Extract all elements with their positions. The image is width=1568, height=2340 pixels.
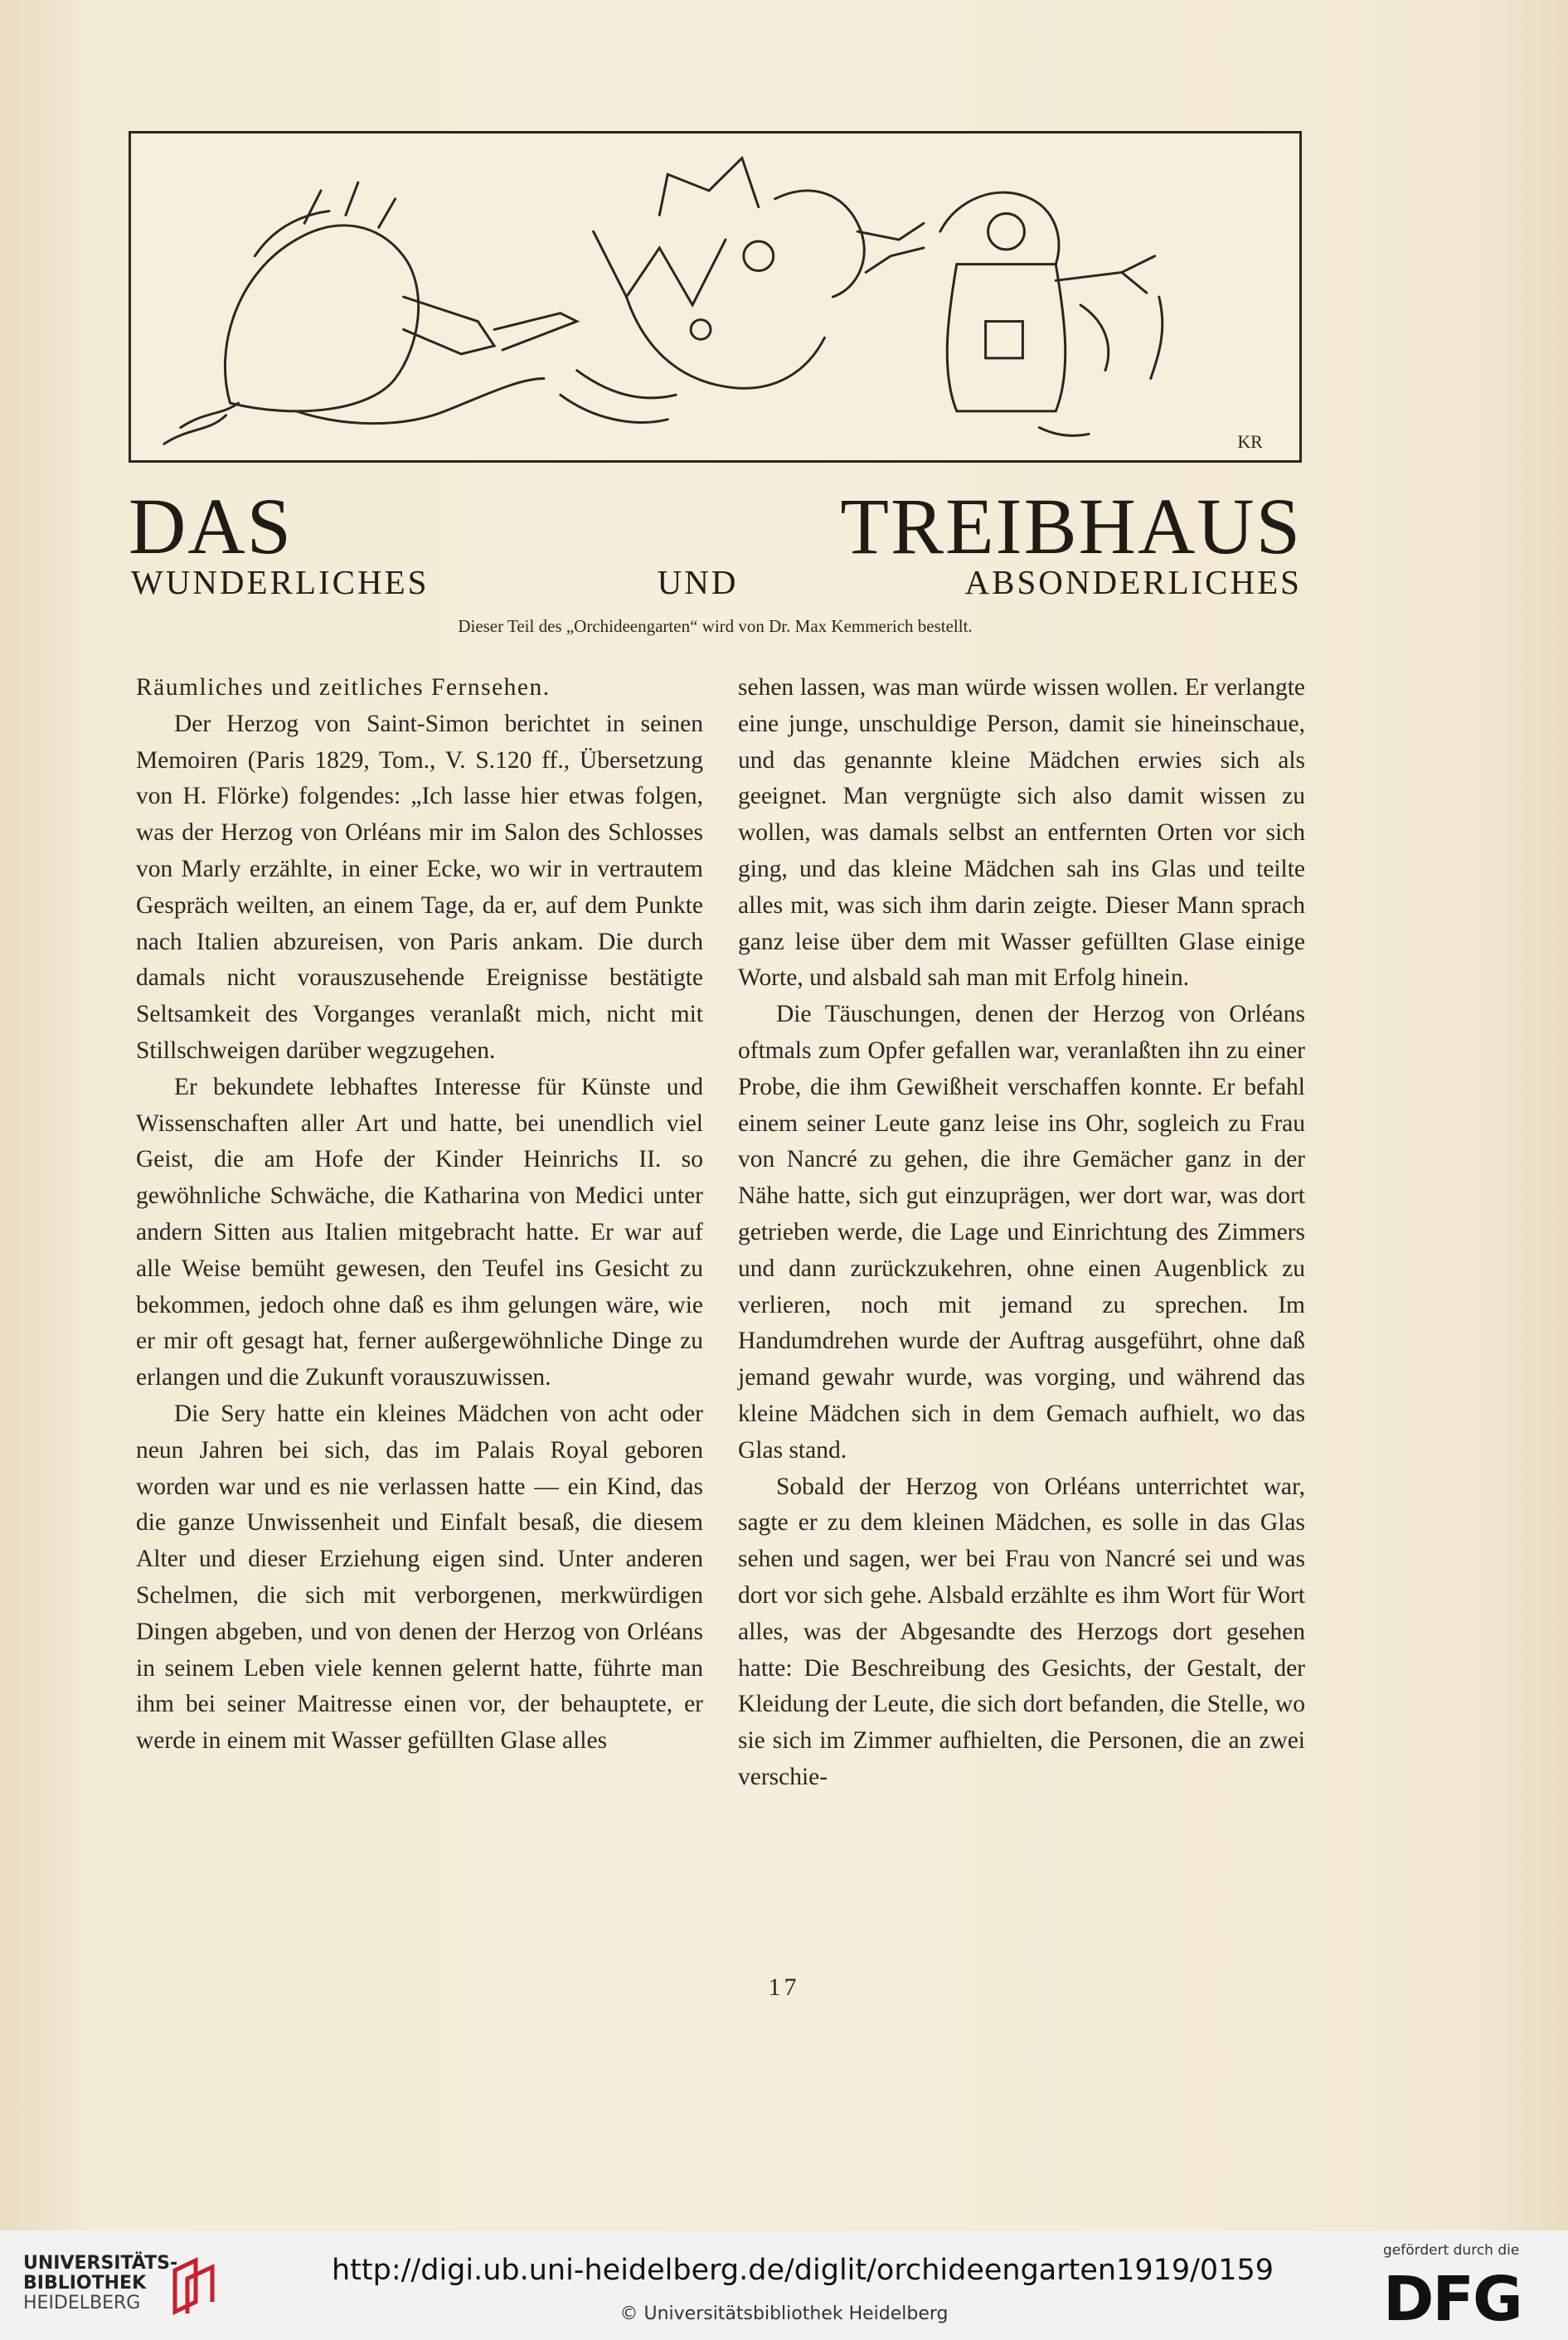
illustration-monogram: KR bbox=[1237, 432, 1263, 453]
page-number: 17 bbox=[768, 1973, 800, 2001]
dfg-logo: DFG bbox=[1383, 2264, 1522, 2335]
copyright-notice: © Universitätsbibliothek Heidelberg bbox=[619, 2304, 949, 2324]
dfg-funding[interactable] bbox=[1383, 2242, 1557, 2333]
grotesque-drawing bbox=[131, 134, 1299, 460]
header-illustration bbox=[129, 131, 1302, 463]
library-line-2: BIBLIOTHEK bbox=[23, 2273, 147, 2294]
paragraph: Sobald der Herzog von Orléans unterrichtet war, sagte er zu dem kleinen Mädchen, es solle in das Glas sehen und sagen, wer bei Frau von Nancré sei und was dort vor sich gehe. Alsbald erzählte es ihm Wort für Wort alles, was der Abgesandte des Herzogs dort gesehen hatte: Die Beschreibung des Gesichts, der Gestalt, der Kleidung der Leute, die sich dort befanden, die Stelle, wo sie sich im Zimmer aufhielten, die Personen, die an zwei verschie- bbox=[738, 1473, 1305, 1790]
funding-caption: gefördert durch die bbox=[1383, 2242, 1520, 2259]
paragraph: Der Herzog von Saint-Simon berichtet in seinen Memoiren (Paris 1829, Tom., V. S.120 ff., Übersetzung von H. Flörke) folgendes: „Ich lasse hier etwas folgen, was der Herzog von Orléans mir im Salon des Schlosses von Marly erzählte, in einer Ecke, wo wir in vertrautem Gespräch weilten, an einem Tage, da er, auf dem Punkte nach Italien abzureisen, von Paris ankam. Die durch damals nicht vorauszusehende Ereignisse bestätigte Seltsamkeit des Vorganges veranlaßt mich, nicht mit Stillschweigen darüber wegzugehen. bbox=[136, 710, 703, 1064]
library-line-1: UNIVERSITÄTS- bbox=[23, 2253, 178, 2274]
permalink-url[interactable]: http://digi.ub.uni-heidelberg.de/diglit/orchideengarten1919/0159 bbox=[332, 2254, 1274, 2287]
paragraph: Die Täuschungen, denen der Herzog von Orléans oftmals zum Opfer gefallen war, veranlaßten ihn zu einer Probe, die ihm Gewißheit verschaffen konnte. Er befahl einem seiner Leute ganz leise ins Ohr, sogleich zu Frau von Nancré zu gehen, die ihre Gemächer ganz in der Nähe hatte, sich gut einzuprägen, wer dort war, was dort getrieben werde, die Lage und Einrichtung des Zimmers und dann zurückzukehren, ohne einen Augenblick zu verlieren, noch mit jemand zu sprechen. Im Handumdrehen wurde der Auftrag ausgeführt, ohne daß jemand gewahr wurde, was vorging, und während das kleine Mädchen sich in dem Gemach aufhielt, wo das Glas stand. bbox=[738, 1001, 1305, 1464]
article-heading: Räumliches und zeitliches Fernsehen. bbox=[136, 674, 551, 701]
editor-note: Dieser Teil des „Orchideengarten“ wird von Dr. Max Kemmerich bestellt. bbox=[458, 616, 973, 636]
paragraph: Er bekundete lebhaftes Interesse für Künste und Wissenschaften aller Art und hatte, bei unendlich viel Geist, die am Hofe der Kinder Heinrichs II. so gewöhnliche Schwäche, die Katharina von Medici unter andern Sitten aus Italien mitgebracht hatte. Er war auf alle Weise bemüht gewesen, den Teufel ins Gesicht zu bekommen, jedoch ohne daß es ihm gelungen wäre, wie er mir oft gesagt hat, ferner außergewöhnliche Dinge zu erlangen und die Zukunft vorauszuwissen. bbox=[136, 1073, 703, 1391]
section-subtitle: WUNDERLICHES UND ABSONDERLICHES bbox=[131, 563, 1302, 601]
paragraph: sehen lassen, was man würde wissen wollen. Er verlangte eine junge, unschuldige Person, damit sie hineinschaue, und das genannte kleine Mädchen erwies sich als geeignet. Man vergnügte sich also damit wissen zu wollen, was damals selbst an entfernten Orten vor sich ging, und das kleine Mädchen sah ins Glas und teilte alles mit, was sich ihm darin zeigte. Dieser Mann sprach ganz leise über dem mit Wasser gefüllten Glase einige Worte, und alsbald sah man mit Erfolg hinein. bbox=[738, 674, 1305, 992]
library-line-3: HEIDELBERG bbox=[23, 2293, 141, 2313]
paragraph: Die Sery hatte ein kleines Mädchen von acht oder neun Jahren bei sich, das im Palais Royal geboren worden war und es nie verlassen hatte — ein Kind, das die ganze Unwissenheit und Einfalt besaß, die diesem Alter und dieser Erziehung eigen sind. Unter anderen Schelmen, die sich mit verborgenen, merkwürdigen Dingen abgeben, und von denen der Herzog von Orléans in seinem Leben viele kennen gelernt hatte, führte man ihm bei seiner Maitresse einen vor, der behauptete, er werde in einem mit Wasser gefüllten Glase alles bbox=[136, 1400, 703, 1755]
right-text-column bbox=[738, 670, 1305, 1796]
page-title: DAS TREIBHAUS bbox=[129, 482, 1302, 570]
digitization-footer bbox=[0, 2231, 1568, 2340]
left-text-column bbox=[136, 670, 703, 1760]
